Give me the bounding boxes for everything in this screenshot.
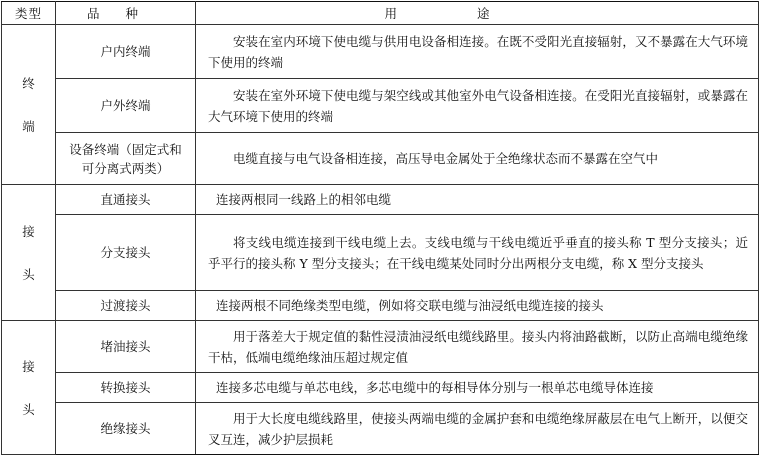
table-row <box>2 215 759 291</box>
item-cell: 分支接头 <box>56 215 196 291</box>
type-char: 接 <box>22 358 35 374</box>
table-row <box>2 79 759 133</box>
item-cell: 过渡接头 <box>56 291 196 321</box>
table-row <box>2 321 759 373</box>
header-item: 品种 <box>56 2 196 25</box>
use-cell: 连接多芯电缆与单芯电线，多芯电缆中的每相导体分别与一根单芯电缆导体连接 <box>196 373 759 403</box>
item-cell: 堵油接头 <box>56 321 196 373</box>
header-use: 用途 <box>196 2 759 25</box>
use-cell: 用于落差大于规定值的黏性浸渍油浸纸电缆线路里。接头内将油路截断，以防止高端电缆绝缘干枯，低端电缆绝缘油压超过规定值 <box>196 321 759 373</box>
header-type: 类型 <box>2 2 56 25</box>
use-cell: 安装在室外环境下使电缆与架空线或其他室外电气设备相连接。在受阳光直接辐射，或暴露在大气环境下使用的终端 <box>196 79 759 133</box>
item-cell: 户外终端 <box>56 79 196 133</box>
item-cell: 转换接头 <box>56 373 196 403</box>
type-char: 端 <box>22 118 35 134</box>
table-row <box>2 25 759 79</box>
table-header-row <box>2 2 759 25</box>
item-cell: 设备终端（固定式和可分离式两类） <box>56 133 196 185</box>
use-cell: 电缆直接与电气设备相连接，高压导电金属处于全绝缘状态而不暴露在空气中 <box>196 133 759 185</box>
item-cell: 户内终端 <box>56 25 196 79</box>
use-cell: 将支线电缆连接到干线电缆上去。支线电缆与干线电缆近乎垂直的接头称 T 型分支接头；近乎平行的接头称 Y 型分支接头；在干线电缆某处同时分出两根分支电缆，称 X 型分支接头 <box>196 215 759 291</box>
type-cell-joint-special <box>2 321 56 455</box>
table-row <box>2 133 759 185</box>
type-char: 头 <box>22 401 35 417</box>
type-char: 接 <box>22 223 35 239</box>
use-cell: 安装在室内环境下使电缆与供用电设备相连接。在既不受阳光直接辐射，又不暴露在大气环境下使用的终端 <box>196 25 759 79</box>
table-row <box>2 291 759 321</box>
item-cell: 直通接头 <box>56 185 196 215</box>
table-row <box>2 403 759 455</box>
type-char: 头 <box>22 266 35 282</box>
table-row <box>2 185 759 215</box>
use-cell: 连接两根同一线路上的相邻电缆 <box>196 185 759 215</box>
use-cell: 连接两根不同绝缘类型电缆，例如将交联电缆与油浸纸电缆连接的接头 <box>196 291 759 321</box>
item-cell: 绝缘接头 <box>56 403 196 455</box>
use-cell: 用于大长度电缆线路里，使接头两端电缆的金属护套和电缆绝缘屏蔽层在电气上断开，以便交叉互连，减少护层损耗 <box>196 403 759 455</box>
cable-accessory-table <box>1 1 759 455</box>
type-cell-joint <box>2 185 56 321</box>
type-cell-terminal <box>2 25 56 185</box>
type-char: 终 <box>22 75 35 91</box>
table-row <box>2 373 759 403</box>
